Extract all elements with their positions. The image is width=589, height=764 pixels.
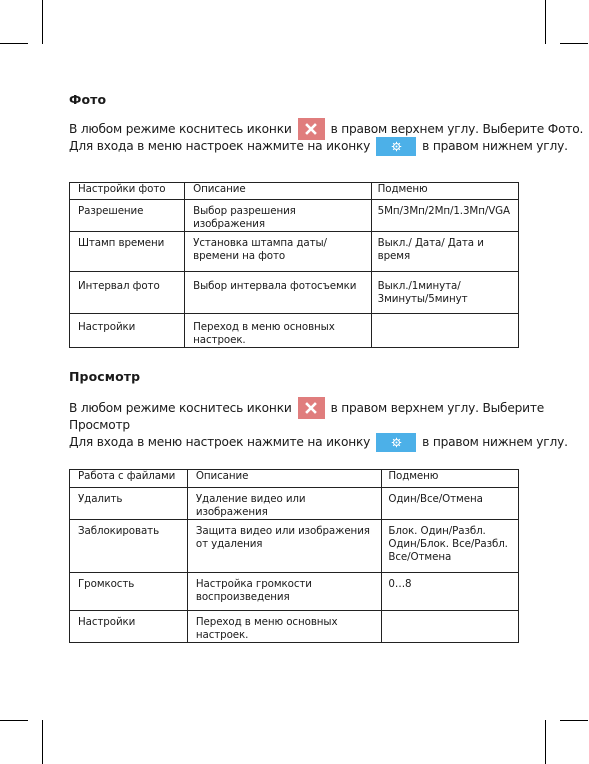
table-cell: Штамп времени bbox=[70, 232, 185, 272]
table-cell: Громкость bbox=[70, 573, 188, 611]
crop-mark bbox=[545, 0, 546, 44]
view-line1-text-after: в правом верхнем углу. Выберите bbox=[330, 401, 545, 415]
crop-mark bbox=[0, 720, 28, 721]
table-header: Описание bbox=[187, 470, 382, 488]
close-icon bbox=[298, 118, 325, 140]
table-cell: Настройки bbox=[70, 314, 185, 348]
crop-mark bbox=[0, 43, 28, 44]
table-cell: Установка штампа даты/времени на фото bbox=[185, 232, 372, 272]
close-icon bbox=[298, 397, 325, 419]
table-cell: Один/Все/Отмена bbox=[382, 488, 519, 520]
table-row bbox=[70, 520, 519, 573]
photo-line1-text: В любом режиме коснитесь иконки bbox=[69, 122, 292, 136]
photo-heading: Фото bbox=[69, 92, 107, 107]
table-cell: Блок. Один/Разбл. Один/Блок. Все/Разбл. Все/Отмена bbox=[382, 520, 519, 573]
crop-mark bbox=[545, 720, 546, 764]
view-line2-text: Для входа в меню настроек нажмите на иконку bbox=[69, 435, 371, 449]
table-header: Описание bbox=[185, 183, 372, 200]
table-cell: Настройки bbox=[70, 611, 188, 643]
view-line1b-text: Просмотр bbox=[69, 418, 130, 432]
table-cell: Настройка громкости воспроизведения bbox=[187, 573, 382, 611]
gear-icon bbox=[376, 137, 416, 156]
table-cell: Выбор интервала фотосъемки bbox=[185, 272, 372, 314]
photo-line2-text: Для входа в меню настроек нажмите на иконку bbox=[69, 139, 371, 153]
table-row bbox=[70, 272, 519, 314]
table-cell: Интервал фото bbox=[70, 272, 185, 314]
photo-instructions bbox=[69, 121, 583, 155]
table-row bbox=[70, 314, 519, 348]
table-cell bbox=[382, 611, 519, 643]
crop-mark bbox=[560, 720, 588, 721]
table-cell: Разрешение bbox=[70, 200, 185, 232]
table-row bbox=[70, 200, 519, 232]
view-line2-text-after: в правом нижнем углу. bbox=[422, 435, 568, 449]
table-cell: Переход в меню основных настроек. bbox=[187, 611, 382, 643]
view-instructions bbox=[69, 400, 568, 451]
view-line1-text: В любом режиме коснитесь иконки bbox=[69, 401, 292, 415]
crop-mark bbox=[560, 43, 588, 44]
table-cell: 5Mп/3Mп/2Mп/1.3Mп/VGA bbox=[371, 200, 518, 232]
table-cell: Выкл./1минута/ 3минуты/5минут bbox=[371, 272, 518, 314]
table-header: Подменю bbox=[371, 183, 518, 200]
table-cell: Удалить bbox=[70, 488, 188, 520]
table-row bbox=[70, 573, 519, 611]
table-cell: Заблокировать bbox=[70, 520, 188, 573]
table-header-row bbox=[70, 183, 519, 200]
table-header: Настройки фото bbox=[70, 183, 185, 200]
table-cell: Выбор разрешения изображения bbox=[185, 200, 372, 232]
table-header-row bbox=[70, 470, 519, 488]
photo-settings-table bbox=[69, 182, 519, 348]
photo-line1-text-after: в правом верхнем углу. Выберите Фото. bbox=[330, 122, 584, 136]
table-header: Работа с файлами bbox=[70, 470, 188, 488]
table-header: Подменю bbox=[382, 470, 519, 488]
table-cell: Удаление видео или изображения bbox=[187, 488, 382, 520]
table-cell: 0…8 bbox=[382, 573, 519, 611]
table-row bbox=[70, 611, 519, 643]
photo-line2-text-after: в правом нижнем углу. bbox=[422, 139, 568, 153]
table-cell: Выкл./ Дата/ Дата и время bbox=[371, 232, 518, 272]
view-heading: Просмотр bbox=[69, 369, 141, 384]
crop-mark bbox=[42, 720, 43, 764]
table-cell bbox=[371, 314, 518, 348]
crop-mark bbox=[42, 0, 43, 44]
table-cell: Защита видео или изображения от удаления bbox=[187, 520, 382, 573]
table-row bbox=[70, 488, 519, 520]
gear-icon bbox=[376, 433, 416, 452]
table-cell: Переход в меню основных настроек. bbox=[185, 314, 372, 348]
table-row bbox=[70, 232, 519, 272]
file-operations-table bbox=[69, 469, 519, 643]
